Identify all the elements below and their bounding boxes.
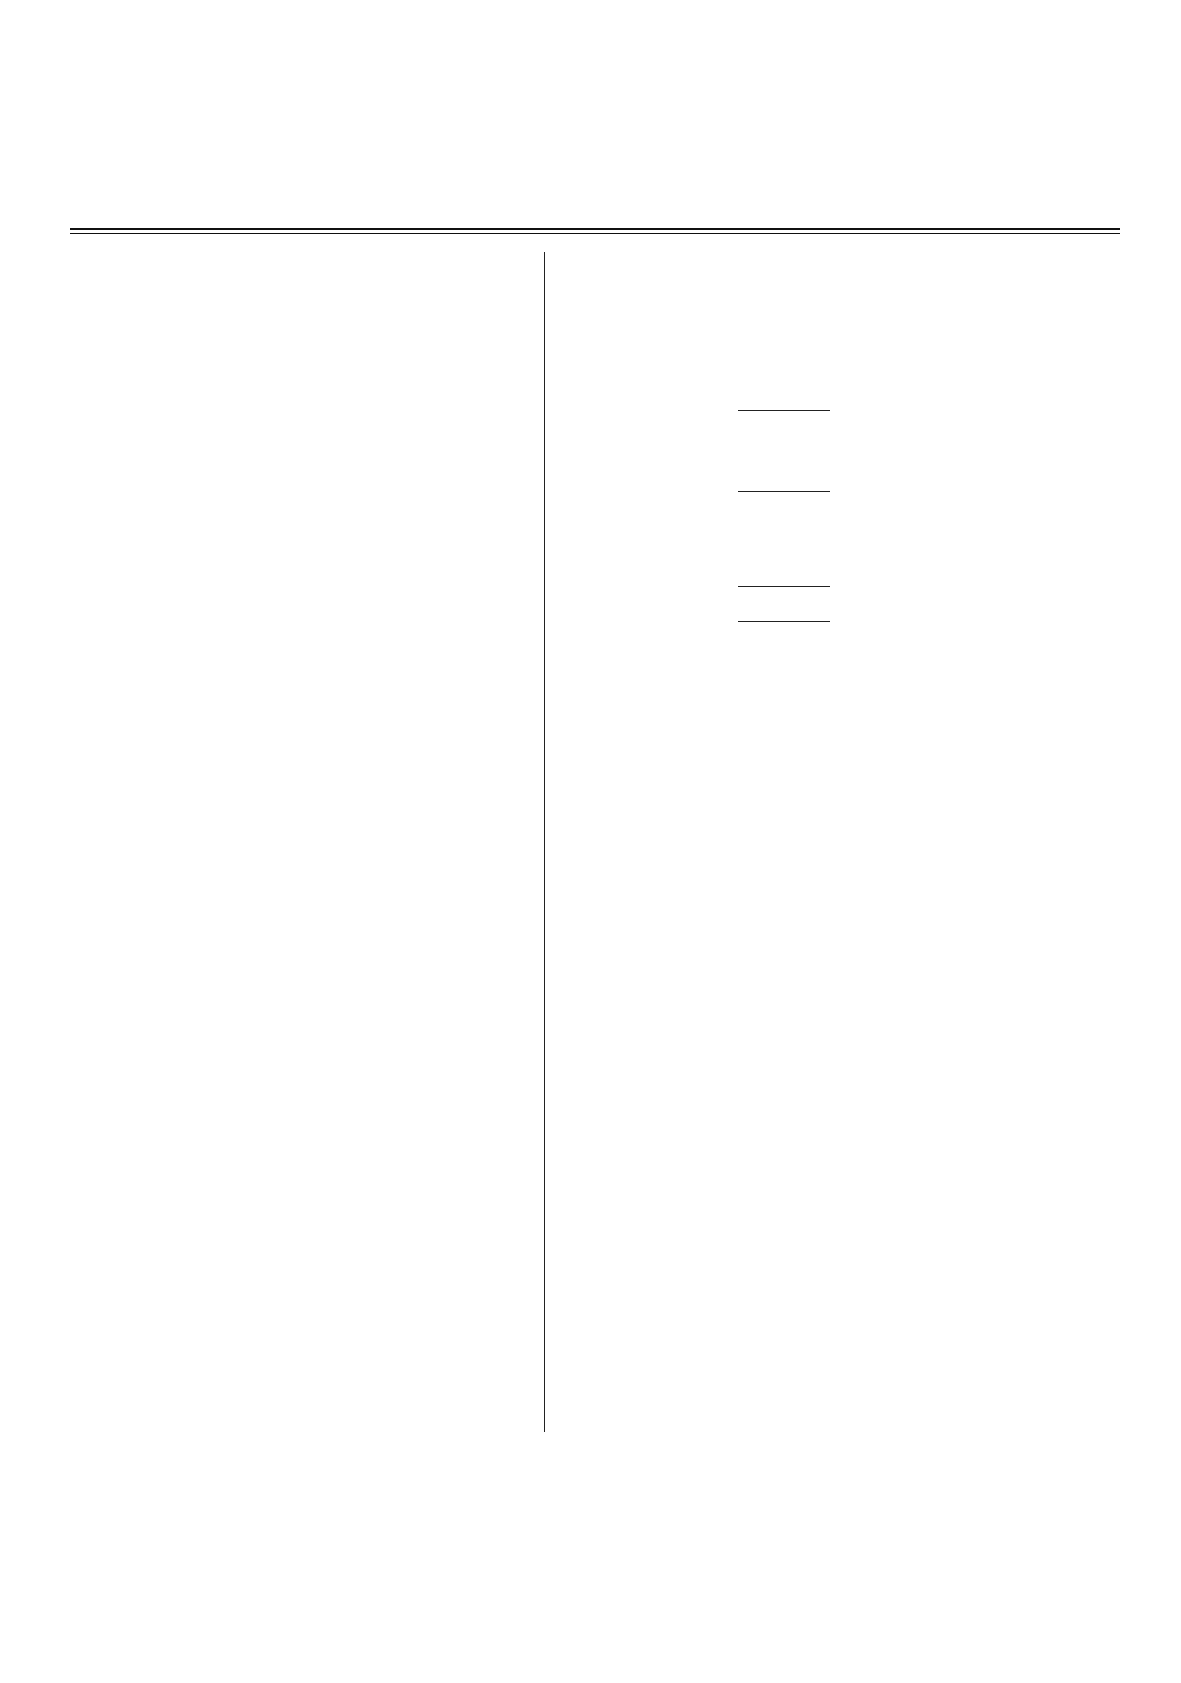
short-divider [738,410,830,411]
short-divider [738,586,830,587]
case-number [566,290,1002,332]
short-divider [738,491,830,492]
court-subtitle [566,692,1002,732]
column-divider [544,252,545,1432]
judgment-title [566,427,1002,475]
header-rule [70,228,1120,230]
invocation-line [566,652,1002,692]
court-name-heading [566,332,1002,394]
left-column [74,258,522,260]
short-divider [738,621,830,622]
keywords-block [566,508,1002,570]
header-rule-thin [70,233,1120,234]
right-column [566,290,1002,734]
page-header [70,186,1120,220]
